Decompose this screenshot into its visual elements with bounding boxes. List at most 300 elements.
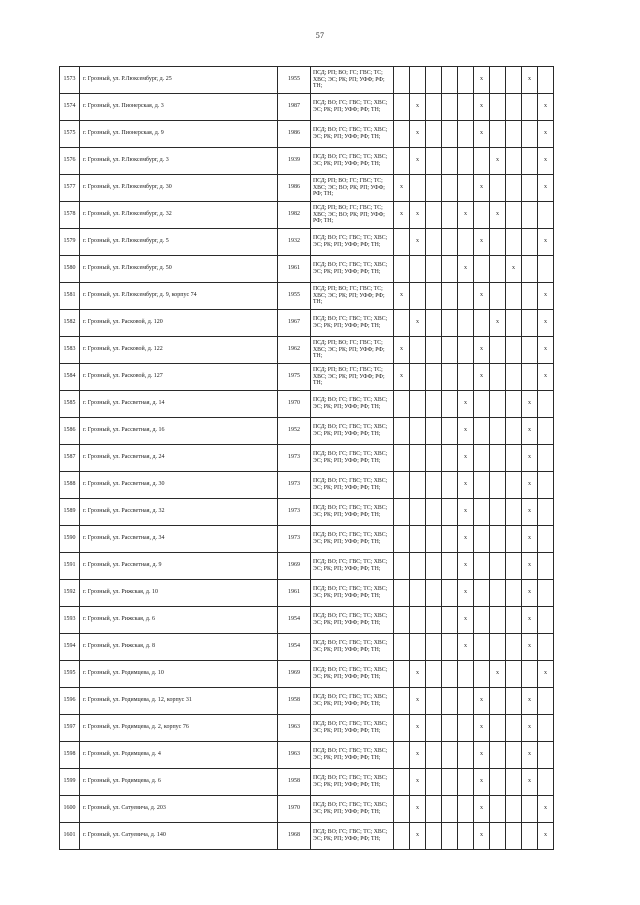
table-row: [60, 742, 554, 769]
mark-cell-9: [522, 364, 538, 391]
mark-cell-2: x: [410, 742, 426, 769]
address-cell: г. Грозный, ул. Р.Люксембург, д. 25: [80, 67, 278, 94]
mark-cell-5: [458, 715, 474, 742]
mark-cell-6: [474, 580, 490, 607]
mark-cell-10: [538, 67, 554, 94]
mark-cell-5: [458, 661, 474, 688]
mark-cell-7: [490, 607, 506, 634]
row-number: 1598: [60, 742, 80, 769]
table-row: [60, 121, 554, 148]
mark-cell-8: [506, 175, 522, 202]
mark-cell-2: x: [410, 229, 426, 256]
mark-cell-8: [506, 553, 522, 580]
row-number: 1601: [60, 823, 80, 850]
mark-cell-3: [426, 202, 442, 229]
mark-cell-8: [506, 526, 522, 553]
mark-cell-7: [490, 229, 506, 256]
mark-cell-4: [442, 472, 458, 499]
mark-cell-4: [442, 607, 458, 634]
works-cell: ПСД; ВО; ГС; ГВС; ТС; ХВС; ЭС; РК; РП; УФФ; РФ; ТН;: [311, 580, 394, 607]
mark-cell-5: [458, 337, 474, 364]
mark-cell-8: [506, 67, 522, 94]
mark-cell-3: [426, 499, 442, 526]
works-cell: ПСД; РП; ВО; ГС; ГВС; ТС; ХВС; ЭС; РК; РП; УФФ; РФ; ТН;: [311, 283, 394, 310]
year-cell: 1958: [278, 688, 311, 715]
year-cell: 1939: [278, 148, 311, 175]
address-cell: г. Грозный, ул. Р.Люксембург, д. 30: [80, 175, 278, 202]
mark-cell-8: [506, 796, 522, 823]
mark-cell-4: [442, 715, 458, 742]
mark-cell-4: [442, 310, 458, 337]
address-cell: г. Грозный, ул. Рижская, д. 6: [80, 607, 278, 634]
table-row: [60, 688, 554, 715]
mark-cell-10: [538, 715, 554, 742]
mark-cell-5: x: [458, 607, 474, 634]
mark-cell-2: [410, 607, 426, 634]
row-number: 1597: [60, 715, 80, 742]
mark-cell-6: x: [474, 688, 490, 715]
mark-cell-10: [538, 499, 554, 526]
mark-cell-4: [442, 175, 458, 202]
address-cell: г. Грозный, ул. Родимцева, д. 6: [80, 769, 278, 796]
mark-cell-7: [490, 418, 506, 445]
mark-cell-1: [394, 553, 410, 580]
address-cell: г. Грозный, ул. Родимцева, д. 12, корпус 31: [80, 688, 278, 715]
mark-cell-2: x: [410, 796, 426, 823]
address-cell: г. Грозный, ул. Рассветная, д. 9: [80, 553, 278, 580]
year-cell: 1962: [278, 337, 311, 364]
mark-cell-2: [410, 472, 426, 499]
mark-cell-10: x: [538, 283, 554, 310]
mark-cell-10: [538, 769, 554, 796]
table-row: [60, 148, 554, 175]
works-cell: ПСД; ВО; ГС; ГВС; ТС; ХВС; ЭС; РК; РП; УФФ; РФ; ТН;: [311, 391, 394, 418]
year-cell: 1969: [278, 661, 311, 688]
mark-cell-3: [426, 256, 442, 283]
mark-cell-5: x: [458, 526, 474, 553]
mark-cell-9: x: [522, 715, 538, 742]
works-cell: ПСД; РП; ВО; ГС; ГВС; ТС; ХВС; ЭС; РК; РП; УФФ; РФ; ТН;: [311, 364, 394, 391]
mark-cell-4: [442, 661, 458, 688]
works-cell: ПСД; ВО; ГС; ГВС; ТС; ХВС; ЭС; РК; РП; УФФ; РФ; ТН;: [311, 256, 394, 283]
works-cell: ПСД; ВО; ГС; ГВС; ТС; ХВС; ЭС; РК; РП; УФФ; РФ; ТН;: [311, 688, 394, 715]
table-row: [60, 391, 554, 418]
row-number: 1600: [60, 796, 80, 823]
address-cell: г. Грозный, ул. Р.Люксембург, д. 32: [80, 202, 278, 229]
mark-cell-1: [394, 823, 410, 850]
row-number: 1578: [60, 202, 80, 229]
mark-cell-7: [490, 94, 506, 121]
mark-cell-3: [426, 715, 442, 742]
mark-cell-8: [506, 580, 522, 607]
mark-cell-8: [506, 337, 522, 364]
mark-cell-10: [538, 526, 554, 553]
mark-cell-2: [410, 526, 426, 553]
row-number: 1574: [60, 94, 80, 121]
mark-cell-10: x: [538, 337, 554, 364]
mark-cell-3: [426, 445, 442, 472]
mark-cell-3: [426, 634, 442, 661]
mark-cell-5: [458, 796, 474, 823]
mark-cell-5: [458, 229, 474, 256]
mark-cell-6: [474, 499, 490, 526]
works-cell: ПСД; РП; ВО; ГС; ГВС; ТС; ХВС; ЭС; РК; РП; УФФ; РФ; ТН;: [311, 337, 394, 364]
mark-cell-2: x: [410, 202, 426, 229]
address-cell: г. Грозный, ул. Расковой, д. 127: [80, 364, 278, 391]
mark-cell-9: [522, 823, 538, 850]
mark-cell-3: [426, 796, 442, 823]
table-row: [60, 310, 554, 337]
mark-cell-8: [506, 202, 522, 229]
table-row: [60, 256, 554, 283]
mark-cell-6: [474, 445, 490, 472]
mark-cell-4: [442, 688, 458, 715]
row-number: 1595: [60, 661, 80, 688]
mark-cell-6: x: [474, 175, 490, 202]
mark-cell-6: [474, 661, 490, 688]
mark-cell-7: [490, 499, 506, 526]
mark-cell-3: [426, 391, 442, 418]
table-row: [60, 499, 554, 526]
mark-cell-4: [442, 121, 458, 148]
mark-cell-2: x: [410, 769, 426, 796]
mark-cell-1: [394, 499, 410, 526]
address-cell: г. Грозный, ул. Рижская, д. 10: [80, 580, 278, 607]
address-cell: г. Грозный, ул. Рассветная, д. 32: [80, 499, 278, 526]
table-row: [60, 607, 554, 634]
mark-cell-5: x: [458, 202, 474, 229]
mark-cell-7: [490, 283, 506, 310]
address-cell: г. Грозный, ул. Рассветная, д. 24: [80, 445, 278, 472]
mark-cell-9: [522, 337, 538, 364]
mark-cell-10: x: [538, 310, 554, 337]
address-cell: г. Грозный, ул. Р.Люксембург, д. 5: [80, 229, 278, 256]
mark-cell-7: [490, 796, 506, 823]
mark-cell-2: x: [410, 661, 426, 688]
address-cell: г. Грозный, ул. Р.Люксембург, д. 3: [80, 148, 278, 175]
mark-cell-4: [442, 67, 458, 94]
works-cell: ПСД; ВО; ГС; ГВС; ТС; ХВС; ЭС; РК; РП; УФФ; РФ; ТН;: [311, 418, 394, 445]
mark-cell-10: x: [538, 121, 554, 148]
mark-cell-6: [474, 634, 490, 661]
mark-cell-10: [538, 445, 554, 472]
mark-cell-9: x: [522, 553, 538, 580]
address-cell: г. Грозный, ул. Родимцева, д. 4: [80, 742, 278, 769]
table-row: [60, 418, 554, 445]
mark-cell-7: [490, 634, 506, 661]
mark-cell-3: [426, 823, 442, 850]
address-cell: г. Грозный, ул. Сатуевича, д. 140: [80, 823, 278, 850]
mark-cell-3: [426, 418, 442, 445]
table-row: [60, 67, 554, 94]
year-cell: 1986: [278, 121, 311, 148]
mark-cell-2: [410, 580, 426, 607]
mark-cell-8: [506, 445, 522, 472]
mark-cell-4: [442, 364, 458, 391]
mark-cell-5: [458, 94, 474, 121]
address-cell: г. Грозный, ул. Рижская, д. 8: [80, 634, 278, 661]
mark-cell-8: [506, 472, 522, 499]
mark-cell-7: x: [490, 310, 506, 337]
mark-cell-8: [506, 283, 522, 310]
table-row: [60, 553, 554, 580]
mark-cell-9: [522, 310, 538, 337]
year-cell: 1955: [278, 283, 311, 310]
mark-cell-10: x: [538, 661, 554, 688]
mark-cell-9: [522, 148, 538, 175]
address-cell: г. Грозный, ул. Р.Люксембург, д. 50: [80, 256, 278, 283]
mark-cell-8: [506, 742, 522, 769]
mark-cell-7: [490, 121, 506, 148]
mark-cell-8: [506, 418, 522, 445]
mark-cell-2: x: [410, 94, 426, 121]
mark-cell-9: [522, 175, 538, 202]
table-row: [60, 175, 554, 202]
row-number: 1582: [60, 310, 80, 337]
year-cell: 1982: [278, 202, 311, 229]
works-cell: ПСД; ВО; ГС; ГВС; ТС; ХВС; ЭС; РК; РП; УФФ; РФ; ТН;: [311, 526, 394, 553]
mark-cell-8: [506, 661, 522, 688]
row-number: 1585: [60, 391, 80, 418]
mark-cell-5: x: [458, 391, 474, 418]
works-cell: ПСД; ВО; ГС; ГВС; ТС; ХВС; ЭС; РК; РП; УФФ; РФ; ТН;: [311, 94, 394, 121]
mark-cell-9: x: [522, 418, 538, 445]
table-row: [60, 472, 554, 499]
year-cell: 1986: [278, 175, 311, 202]
mark-cell-9: [522, 256, 538, 283]
mark-cell-7: [490, 445, 506, 472]
mark-cell-1: [394, 634, 410, 661]
mark-cell-7: [490, 337, 506, 364]
mark-cell-9: x: [522, 580, 538, 607]
year-cell: 1973: [278, 499, 311, 526]
mark-cell-6: [474, 310, 490, 337]
mark-cell-10: [538, 418, 554, 445]
mark-cell-1: [394, 715, 410, 742]
mark-cell-6: x: [474, 121, 490, 148]
mark-cell-1: [394, 391, 410, 418]
row-number: 1590: [60, 526, 80, 553]
row-number: 1594: [60, 634, 80, 661]
row-number: 1593: [60, 607, 80, 634]
mark-cell-7: [490, 67, 506, 94]
mark-cell-2: [410, 256, 426, 283]
row-number: 1576: [60, 148, 80, 175]
year-cell: 1955: [278, 67, 311, 94]
mark-cell-2: [410, 175, 426, 202]
row-number: 1575: [60, 121, 80, 148]
mark-cell-6: x: [474, 769, 490, 796]
row-number: 1599: [60, 769, 80, 796]
mark-cell-1: [394, 769, 410, 796]
table-row: [60, 796, 554, 823]
mark-cell-4: [442, 823, 458, 850]
mark-cell-1: [394, 67, 410, 94]
mark-cell-10: [538, 634, 554, 661]
table-row: [60, 580, 554, 607]
mark-cell-2: [410, 283, 426, 310]
mark-cell-6: x: [474, 364, 490, 391]
mark-cell-4: [442, 634, 458, 661]
mark-cell-10: x: [538, 148, 554, 175]
mark-cell-4: [442, 337, 458, 364]
address-cell: г. Грозный, ул. Пионерская, д. 3: [80, 94, 278, 121]
mark-cell-5: x: [458, 499, 474, 526]
row-number: 1584: [60, 364, 80, 391]
mark-cell-6: x: [474, 742, 490, 769]
address-cell: г. Грозный, ул. Рассветная, д. 30: [80, 472, 278, 499]
mark-cell-8: [506, 607, 522, 634]
mark-cell-7: [490, 580, 506, 607]
mark-cell-4: [442, 769, 458, 796]
mark-cell-5: x: [458, 553, 474, 580]
mark-cell-1: [394, 418, 410, 445]
mark-cell-8: [506, 769, 522, 796]
mark-cell-10: x: [538, 823, 554, 850]
mark-cell-9: x: [522, 634, 538, 661]
mark-cell-1: x: [394, 175, 410, 202]
mark-cell-9: [522, 661, 538, 688]
mark-cell-5: [458, 67, 474, 94]
mark-cell-7: x: [490, 148, 506, 175]
mark-cell-9: [522, 121, 538, 148]
table-row: [60, 715, 554, 742]
mark-cell-6: x: [474, 229, 490, 256]
mark-cell-5: [458, 121, 474, 148]
table-row: [60, 661, 554, 688]
mark-cell-8: [506, 499, 522, 526]
mark-cell-8: [506, 823, 522, 850]
mark-cell-8: [506, 229, 522, 256]
mark-cell-3: [426, 607, 442, 634]
mark-cell-7: x: [490, 202, 506, 229]
mark-cell-3: [426, 310, 442, 337]
mark-cell-1: [394, 229, 410, 256]
row-number: 1592: [60, 580, 80, 607]
mark-cell-4: [442, 580, 458, 607]
mark-cell-3: [426, 148, 442, 175]
mark-cell-5: x: [458, 256, 474, 283]
table-body: [60, 67, 554, 850]
mark-cell-3: [426, 121, 442, 148]
row-number: 1583: [60, 337, 80, 364]
works-cell: ПСД; ВО; ГС; ГВС; ТС; ХВС; ЭС; РК; РП; УФФ; РФ; ТН;: [311, 229, 394, 256]
mark-cell-9: x: [522, 769, 538, 796]
mark-cell-7: [490, 553, 506, 580]
row-number: 1586: [60, 418, 80, 445]
works-cell: ПСД; ВО; ГС; ГВС; ТС; ХВС; ЭС; РК; РП; УФФ; РФ; ТН;: [311, 499, 394, 526]
year-cell: 1954: [278, 607, 311, 634]
mark-cell-9: x: [522, 472, 538, 499]
address-cell: г. Грозный, ул. Рассветная, д. 16: [80, 418, 278, 445]
row-number: 1581: [60, 283, 80, 310]
mark-cell-4: [442, 256, 458, 283]
mark-cell-6: [474, 553, 490, 580]
address-cell: г. Грозный, ул. Р.Люксембург, д. 9, корпус 74: [80, 283, 278, 310]
mark-cell-3: [426, 283, 442, 310]
mark-cell-5: [458, 148, 474, 175]
table-row: [60, 94, 554, 121]
works-cell: ПСД; ВО; ГС; ГВС; ТС; ХВС; ЭС; РК; РП; УФФ; РФ; ТН;: [311, 823, 394, 850]
mark-cell-3: [426, 364, 442, 391]
mark-cell-3: [426, 526, 442, 553]
mark-cell-7: [490, 391, 506, 418]
mark-cell-10: x: [538, 229, 554, 256]
mark-cell-6: [474, 472, 490, 499]
year-cell: 1973: [278, 526, 311, 553]
year-cell: 1963: [278, 742, 311, 769]
mark-cell-4: [442, 742, 458, 769]
year-cell: 1970: [278, 796, 311, 823]
mark-cell-8: x: [506, 256, 522, 283]
year-cell: 1958: [278, 769, 311, 796]
mark-cell-9: [522, 202, 538, 229]
mark-cell-1: [394, 607, 410, 634]
mark-cell-3: [426, 661, 442, 688]
table-row: [60, 634, 554, 661]
table-row: [60, 202, 554, 229]
mark-cell-4: [442, 391, 458, 418]
mark-cell-2: x: [410, 148, 426, 175]
works-cell: ПСД; ВО; ГС; ГВС; ТС; ХВС; ЭС; РК; РП; УФФ; РФ; ТН;: [311, 310, 394, 337]
mark-cell-1: [394, 121, 410, 148]
mark-cell-5: x: [458, 634, 474, 661]
mark-cell-1: x: [394, 283, 410, 310]
housing-table: [59, 66, 554, 850]
mark-cell-6: x: [474, 94, 490, 121]
mark-cell-6: [474, 391, 490, 418]
mark-cell-7: [490, 742, 506, 769]
mark-cell-10: [538, 607, 554, 634]
mark-cell-6: x: [474, 67, 490, 94]
mark-cell-4: [442, 202, 458, 229]
mark-cell-10: [538, 580, 554, 607]
works-cell: ПСД; ВО; ГС; ГВС; ТС; ХВС; ЭС; РК; РП; УФФ; РФ; ТН;: [311, 607, 394, 634]
mark-cell-4: [442, 283, 458, 310]
mark-cell-10: [538, 202, 554, 229]
works-cell: ПСД; ВО; ГС; ГВС; ТС; ХВС; ЭС; РК; РП; УФФ; РФ; ТН;: [311, 661, 394, 688]
mark-cell-7: [490, 472, 506, 499]
mark-cell-10: [538, 256, 554, 283]
table-row: [60, 283, 554, 310]
mark-cell-6: x: [474, 337, 490, 364]
mark-cell-2: x: [410, 715, 426, 742]
mark-cell-9: x: [522, 391, 538, 418]
works-cell: ПСД; ВО; ГС; ГВС; ТС; ХВС; ЭС; РК; РП; УФФ; РФ; ТН;: [311, 715, 394, 742]
address-cell: г. Грозный, ул. Расковой, д. 122: [80, 337, 278, 364]
mark-cell-9: [522, 796, 538, 823]
row-number: 1580: [60, 256, 80, 283]
row-number: 1588: [60, 472, 80, 499]
mark-cell-5: x: [458, 445, 474, 472]
works-cell: ПСД; ВО; ГС; ГВС; ТС; ХВС; ЭС; РК; РП; УФФ; РФ; ТН;: [311, 742, 394, 769]
mark-cell-9: [522, 94, 538, 121]
year-cell: 1961: [278, 256, 311, 283]
works-cell: ПСД; ВО; ГС; ГВС; ТС; ХВС; ЭС; РК; РП; УФФ; РФ; ТН;: [311, 148, 394, 175]
works-cell: ПСД; РП; ВО; ГС; ГВС; ТС; ХВС; ЭС; ВО; РК; РП; УФФ; РФ; ТН;: [311, 175, 394, 202]
mark-cell-3: [426, 688, 442, 715]
mark-cell-3: [426, 769, 442, 796]
mark-cell-6: [474, 607, 490, 634]
address-cell: г. Грозный, ул. Родимцева, д. 2, корпус 76: [80, 715, 278, 742]
mark-cell-1: [394, 472, 410, 499]
year-cell: 1954: [278, 634, 311, 661]
works-cell: ПСД; ВО; ГС; ГВС; ТС; ХВС; ЭС; РК; РП; УФФ; РФ; ТН;: [311, 553, 394, 580]
mark-cell-1: [394, 256, 410, 283]
mark-cell-1: [394, 796, 410, 823]
table-row: [60, 337, 554, 364]
mark-cell-6: x: [474, 823, 490, 850]
